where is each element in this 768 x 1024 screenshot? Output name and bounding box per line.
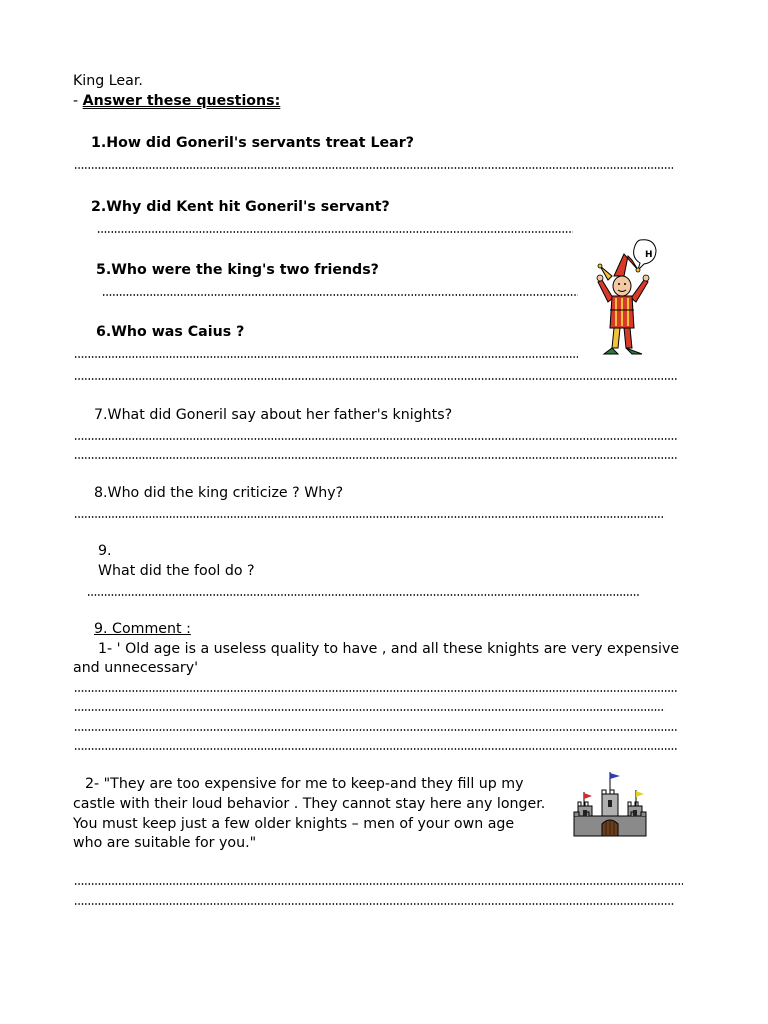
comment-quote-1-line-1: 1- ' Old age is a useless quality to have , and all these knights are very expensive xyxy=(98,641,680,657)
question-9: What did the fool do ? xyxy=(98,563,255,579)
question-1: 1.How did Goneril's servants treat Lear? xyxy=(91,135,414,151)
worksheet-title: King Lear. xyxy=(73,73,143,89)
answer-line-1 xyxy=(74,167,673,169)
comment-quote-2-line-4: who are suitable for you." xyxy=(73,835,257,851)
question-2: 2.Why did Kent hit Goneril's servant? xyxy=(91,199,390,215)
comment-quote-2-line-3: You must keep just a few older knights – men of your own age xyxy=(73,816,515,832)
question-7: 7.What did Goneril say about her father's knights? xyxy=(94,407,453,423)
comment-answer-line-5 xyxy=(74,883,683,885)
instruction-heading: Answer these questions: xyxy=(82,93,281,109)
comment-quote-2-line-2: castle with their loud behavior . They cannot stay here any longer. xyxy=(73,796,546,812)
comment-heading: 9. Comment : xyxy=(94,621,191,637)
comment-answer-line-2 xyxy=(74,709,665,711)
answer-line-7a xyxy=(74,438,678,440)
question-8: 8.Who did the king criticize ? Why? xyxy=(94,485,344,501)
answer-line-2 xyxy=(97,231,573,233)
answer-line-6a xyxy=(74,356,578,358)
instruction-dash: - xyxy=(73,93,79,109)
comment-answer-line-4 xyxy=(74,748,678,750)
comment-answer-line-6 xyxy=(74,903,674,905)
jester-clipart-icon xyxy=(594,236,658,362)
answer-line-8 xyxy=(74,516,665,518)
comment-quote-1-line-2: and unnecessary' xyxy=(73,660,199,676)
answer-line-5 xyxy=(102,294,578,296)
instruction-line xyxy=(73,92,280,110)
comment-quote-2-line-1: 2- "They are too expensive for me to keep-and they fill up my xyxy=(85,776,524,792)
answer-line-7b xyxy=(74,457,678,459)
comment-answer-line-3 xyxy=(74,729,678,731)
question-9-number: 9. xyxy=(98,543,112,559)
castle-clipart-icon xyxy=(570,770,650,840)
question-5: 5.Who were the king's two friends? xyxy=(96,262,379,278)
question-6: 6.Who was Caius ? xyxy=(96,324,245,340)
answer-line-9 xyxy=(87,594,640,596)
comment-answer-line-1 xyxy=(74,690,678,692)
answer-line-6b xyxy=(74,378,678,380)
jester-bubble-letter: H xyxy=(645,250,653,260)
